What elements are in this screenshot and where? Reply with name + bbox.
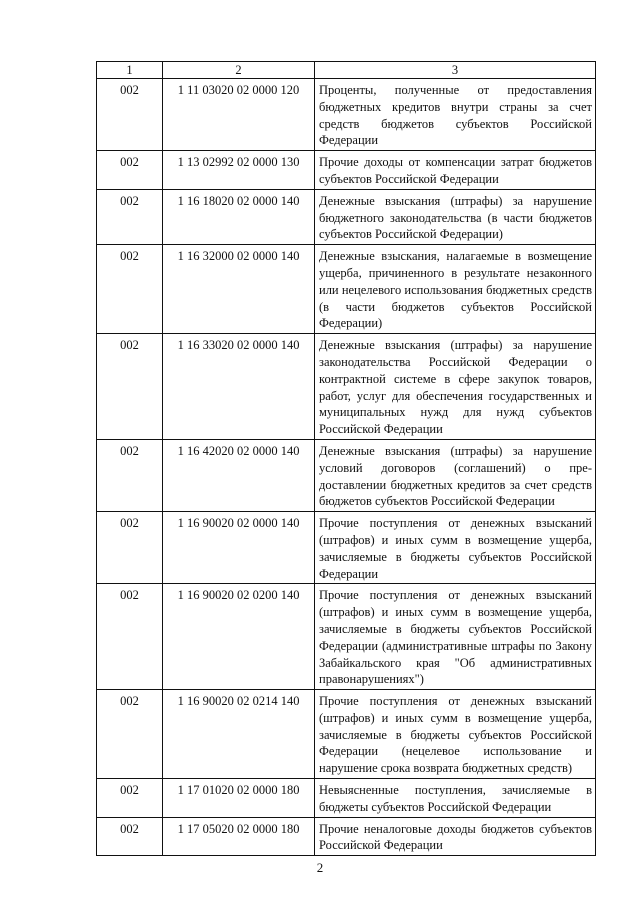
revenue-code-cell: 1 17 01020 02 0000 180: [163, 779, 315, 818]
revenue-code-cell: 1 16 90020 02 0000 140: [163, 512, 315, 584]
admin-code-cell: 002: [97, 512, 163, 584]
revenue-code-cell: 1 16 90020 02 0200 140: [163, 584, 315, 690]
revenue-code-cell: 1 16 32000 02 0000 140: [163, 245, 315, 334]
admin-code-cell: 002: [97, 779, 163, 818]
table-row: [97, 334, 596, 440]
description-cell: Денежные взыскания (штрафы) за нарушение законодательства Российской Федерации о контрактной системе в сфере закупок товаров, работ, услуг для обеспечения государственных и муниципальных нужд для нужд субъектов Российской Федерации: [315, 334, 596, 440]
table-row: [97, 439, 596, 511]
revenue-codes-table: [96, 61, 596, 856]
description-cell: Денежные взыскания, налагаемые в возмещение ущерба, причиненного в результате незаконного или нецелевого использования бюджетных средств (в части бюджетов субъектов Российской Федерации): [315, 245, 596, 334]
revenue-code-cell: 1 16 18020 02 0000 140: [163, 189, 315, 244]
description-cell: Проценты, полученные от предоставления бюджетных кредитов внутри страны за счет средств бюджетов субъектов Российской Федерации: [315, 79, 596, 151]
description-cell: Прочие поступления от денежных взысканий (штрафов) и иных сумм в возмещение ущерба, зачисляемые в бюджеты субъектов Российской Федерации (административные штрафы по Закону Забайкальского края "Об административных правонарушениях"): [315, 584, 596, 690]
description-cell: Прочие поступления от денежных взысканий (штрафов) и иных сумм в возмещение ущерба, зачисляемые в бюджеты субъектов Российской Федерации (нецелевое использование и нарушение срока возврата бюджетных средств): [315, 690, 596, 779]
page-number: 2: [316, 860, 324, 875]
table-row: [97, 779, 596, 818]
description-cell: Прочие доходы от компенсации затрат бюджетов субъектов Российской Федерации: [315, 151, 596, 190]
revenue-code-cell: 1 11 03020 02 0000 120: [163, 79, 315, 151]
column-header-1: 1: [97, 62, 163, 79]
revenue-code-cell: 1 16 90020 02 0214 140: [163, 690, 315, 779]
table-header-row: [97, 62, 596, 79]
table-row: [97, 151, 596, 190]
revenue-code-cell: 1 17 05020 02 0000 180: [163, 817, 315, 856]
admin-code-cell: 002: [97, 334, 163, 440]
admin-code-cell: 002: [97, 79, 163, 151]
description-cell: Невыясненные поступления, зачисляемые в бюджеты субъектов Российской Федерации: [315, 779, 596, 818]
admin-code-cell: 002: [97, 189, 163, 244]
description-cell: Прочие неналоговые доходы бюджетов субъектов Российской Федерации: [315, 817, 596, 856]
table-row: [97, 817, 596, 856]
description-cell: Прочие поступления от денежных взысканий (штрафов) и иных сумм в возмещение ущерба, зачисляемые в бюджеты субъектов Российской Федерации: [315, 512, 596, 584]
table-row: [97, 584, 596, 690]
description-cell: Денежные взыскания (штрафы) за нарушение бюджетного законодательства (в части бюджетов субъектов Российской Федерации): [315, 189, 596, 244]
admin-code-cell: 002: [97, 584, 163, 690]
admin-code-cell: 002: [97, 817, 163, 856]
table-row: [97, 245, 596, 334]
revenue-code-cell: 1 13 02992 02 0000 130: [163, 151, 315, 190]
admin-code-cell: 002: [97, 245, 163, 334]
revenue-code-cell: 1 16 33020 02 0000 140: [163, 334, 315, 440]
column-header-3: 3: [315, 62, 596, 79]
column-header-2: 2: [163, 62, 315, 79]
revenue-code-cell: 1 16 42020 02 0000 140: [163, 439, 315, 511]
table-row: [97, 512, 596, 584]
admin-code-cell: 002: [97, 439, 163, 511]
table-row: [97, 690, 596, 779]
description-cell: Денежные взыскания (штрафы) за нарушение условий договоров (соглашений) о предоставлении бюджетных кредитов за счет средств бюджетов субъектов Российской Федерации: [315, 439, 596, 511]
table-row: [97, 189, 596, 244]
admin-code-cell: 002: [97, 151, 163, 190]
table-row: [97, 79, 596, 151]
admin-code-cell: 002: [97, 690, 163, 779]
